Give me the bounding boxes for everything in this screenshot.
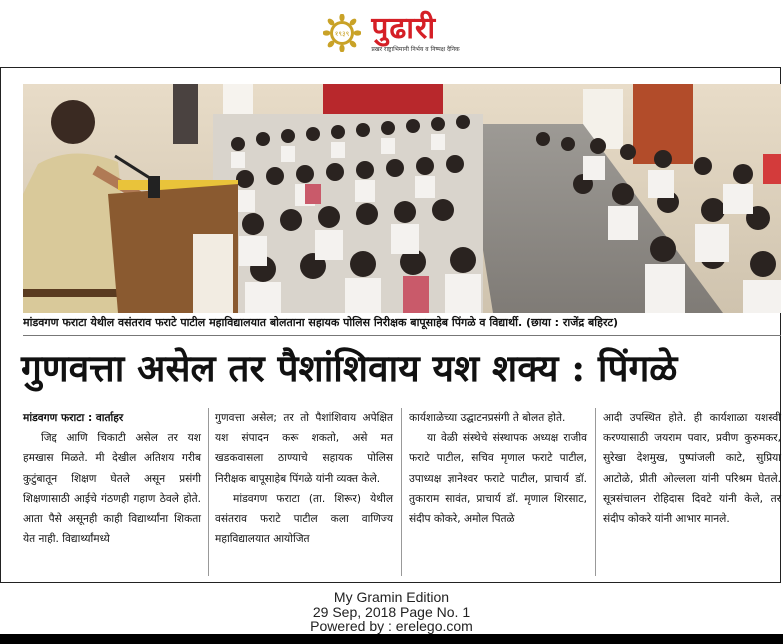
- column-divider: [401, 408, 402, 576]
- headline: गुणवत्ता असेल तर पैशांशिवाय यश शक्य : पिंगळे: [21, 346, 678, 390]
- paragraph: कार्यशाळेच्या उद्घाटनप्रसंगी ते बोलत होते.: [409, 412, 566, 424]
- bottom-bar: [0, 634, 783, 644]
- edition-date-page: 29 Sep, 2018 Page No. 1: [312, 603, 471, 620]
- article-column-1: [23, 408, 201, 549]
- photo-caption: मांडवगण फराटा येथील वसंतराव फराटे पाटील महाविद्यालयात बोलताना सहायक पोलिस निरीक्षक बापूसाहेब पिंगळे व विद्यार्थी. (छाया : राजेंद्र बहिरट): [23, 316, 619, 329]
- paragraph: या वेळी संस्थेचे संस्थापक अध्यक्ष राजीव फराटे पाटील, सचिव मृणाल फराटे पाटील, उपाध्यक्ष ज्ञानेश्वर फराटे पाटील, प्राचार्य डॉ. तुकाराम सावंत, प्राचार्य डॉ. मृणाल शिरसाट, संदीप कोकरे, अमोल पितळे: [409, 432, 587, 526]
- newspaper-tagline: प्रखर राष्ट्राभिमानी निर्भय व निष्पक्ष दैनिक: [371, 45, 460, 53]
- newspaper-logo: पुढारी: [371, 10, 437, 46]
- emblem-year: १९३९: [335, 30, 350, 38]
- article-column-3: [409, 408, 587, 529]
- article-column-4: [603, 408, 781, 529]
- paragraph: आदी उपस्थित होते. ही कार्यशाळा यशस्वी करण्यासाठी जयराम पवार, प्रवीण कुरुमकर, सुरेखा देशमुख, पुष्पांजली काटे, सुप्रिया आटोळे, प्रीती ओल्लला यांनी परिश्रम घेतले. सूत्रसंचालन रोहिदास दिवटे यांनी केले, तर संदीप कोकरे यांनी आभार मानले.: [603, 412, 781, 526]
- paragraph: जिद्द आणि चिकाटी असेल तर यश हमखास मिळते. मी देखील अतिशय गरीब कुटुंबातून शिक्षण घेतले असून प्रसंगी शिक्षणासाठी आईचे गंठणही गहाण ठेवले होते. आता पैसे असूनही काही विद्यार्थ्यांना शिकता येत नाही. विद्यार्थ्यांमध्ये: [23, 432, 201, 546]
- article-body: [23, 408, 781, 578]
- column-divider: [208, 408, 209, 576]
- powered-by-link[interactable]: Powered by : erelego.com: [310, 618, 473, 634]
- edition-name: My Gramin Edition: [333, 589, 450, 605]
- event-photo: [23, 84, 781, 313]
- column-divider: [595, 408, 596, 576]
- news-clipping: [0, 67, 781, 583]
- paragraph: गुणवत्ता असेल; तर तो पैशांशिवाय अपेक्षित यश संपादन करू शकतो, असे मत खडकवासला ठाण्याचे सहायक पोलिस निरीक्षक बापूसाहेब पिंगळे यांनी व्यक्त केले.: [215, 412, 393, 485]
- paragraph: मांडवगण फराटा (ता. शिरूर) येथील वसंतराव फराटे पाटील कला वाणिज्य महाविद्यालयात आयोजित: [215, 492, 393, 546]
- masthead: [0, 0, 783, 66]
- newspaper-emblem-icon: [323, 14, 361, 52]
- edition-footer: [0, 590, 783, 634]
- caption-divider: [23, 335, 781, 336]
- byline: मांडवगण फराटा : वार्ताहर: [23, 412, 124, 424]
- article-column-2: [215, 408, 393, 549]
